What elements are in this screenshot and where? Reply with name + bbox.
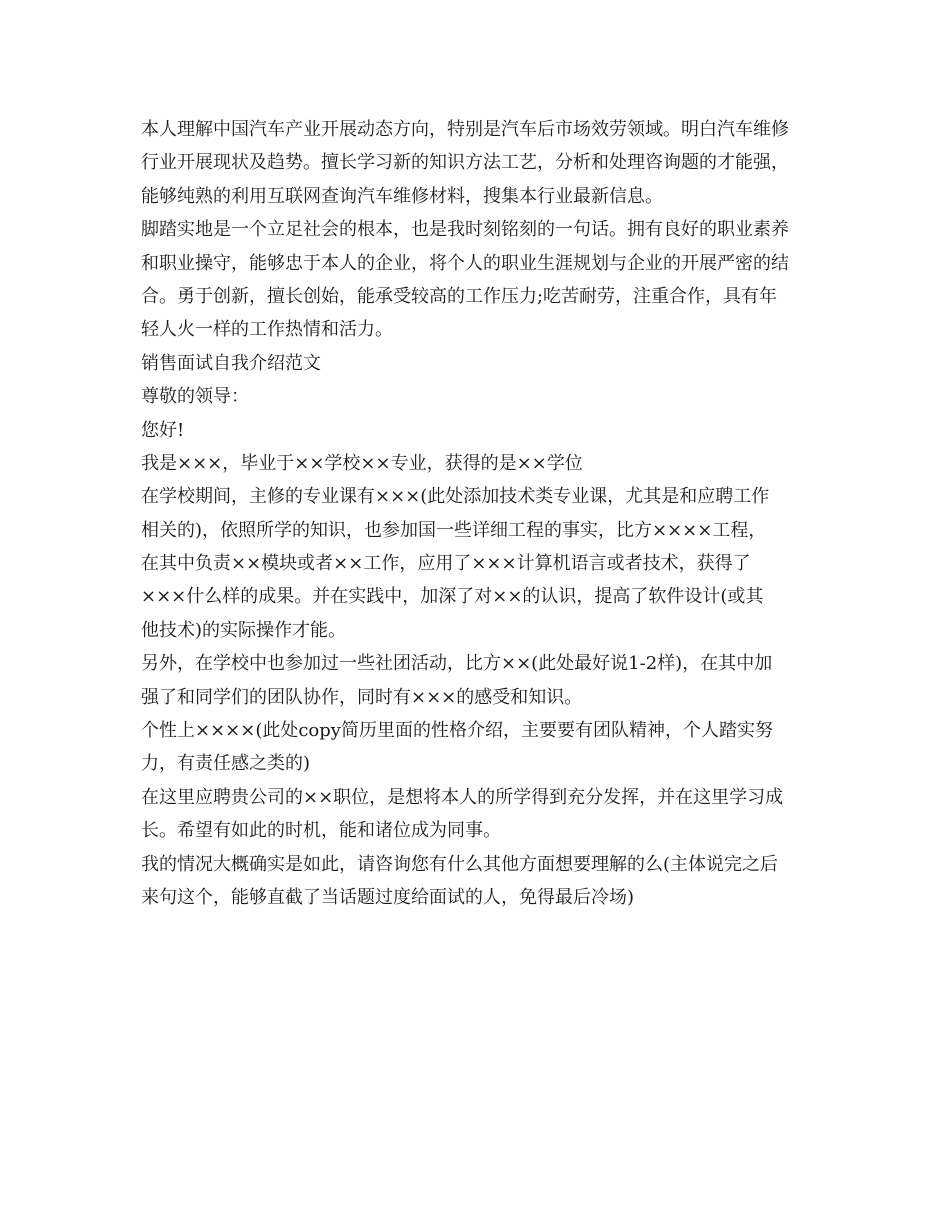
text-line: 个性上××××(此处copy简历里面的性格介绍，主要要有团队精神，个人踏实努 [141,720,773,742]
text-line: 我的情况大概确实是如此，请咨询您有什么其他方面想要理解的么(主体说完之后 [141,853,779,875]
text-line: 本人理解中国汽车产业开展动态方向，特别是汽车后市场效劳领域。明白汽车维修 [141,119,789,140]
salutation: 尊敬的领导： [141,386,249,408]
text-line: 长。希望有如此的时机，能和诸位成为同事。 [141,820,501,842]
text-line: 轻人火一样的工作热情和活力。 [141,319,393,341]
text-line: 强了和同学们的团队协作，同时有×××的感受和知识。 [141,686,583,708]
text-line: 相关的)，依照所学的知识，也参加国一些详细工程的事实，比方××××工程， [141,519,767,541]
text-line: 合。勇于创新，擅长创始，能承受较高的工作压力;吃苦耐劳，注重合作，具有年 [141,285,778,307]
text-line: 力，有责任感之类的) [141,753,311,775]
greeting: 您好! [141,419,185,441]
text-line: 行业开展现状及趋势。擅长学习新的知识方法工艺，分析和处理咨询题的才能强， [141,152,789,174]
text-line: ×××什么样的成果。并在实践中，加深了对××的认识，提高了软件设计(或其 [141,586,764,608]
text-line: 能够纯熟的利用互联网查询汽车维修材料，搜集本行业最新信息。 [141,185,663,207]
text-line: 在这里应聘贵公司的××职位，是想将本人的所学得到充分发挥，并在这里学习成 [141,786,784,808]
text-line: 来句这个，能够直截了当话题过度给面试的人，免得最后冷场) [141,886,635,908]
text-line: 和职业操守，能够忠于本人的企业，将个人的职业生涯规划与企业的开展严密的结 [141,252,789,274]
section-title: 销售面试自我介绍范文 [141,352,321,374]
text-line: 在其中负责××模块或者××工作，应用了×××计算机语言或者技术，获得了 [141,553,751,575]
text-line: 我是×××，毕业于××学校××专业，获得的是××学位 [141,452,583,474]
text-line: 在学校期间，主修的专业课有×××(此处添加技术类专业课，尤其是和应聘工作 [141,486,770,508]
text-line: 另外，在学校中也参加过一些社团活动，比方××(此处最好说1-2样)，在其中加 [141,653,773,675]
text-line: 脚踏实地是一个立足社会的根本，也是我时刻铭刻的一句话。拥有良好的职业素养 [141,219,789,241]
text-line: 他技术)的实际操作才能。 [141,619,347,641]
document-body [141,113,813,914]
